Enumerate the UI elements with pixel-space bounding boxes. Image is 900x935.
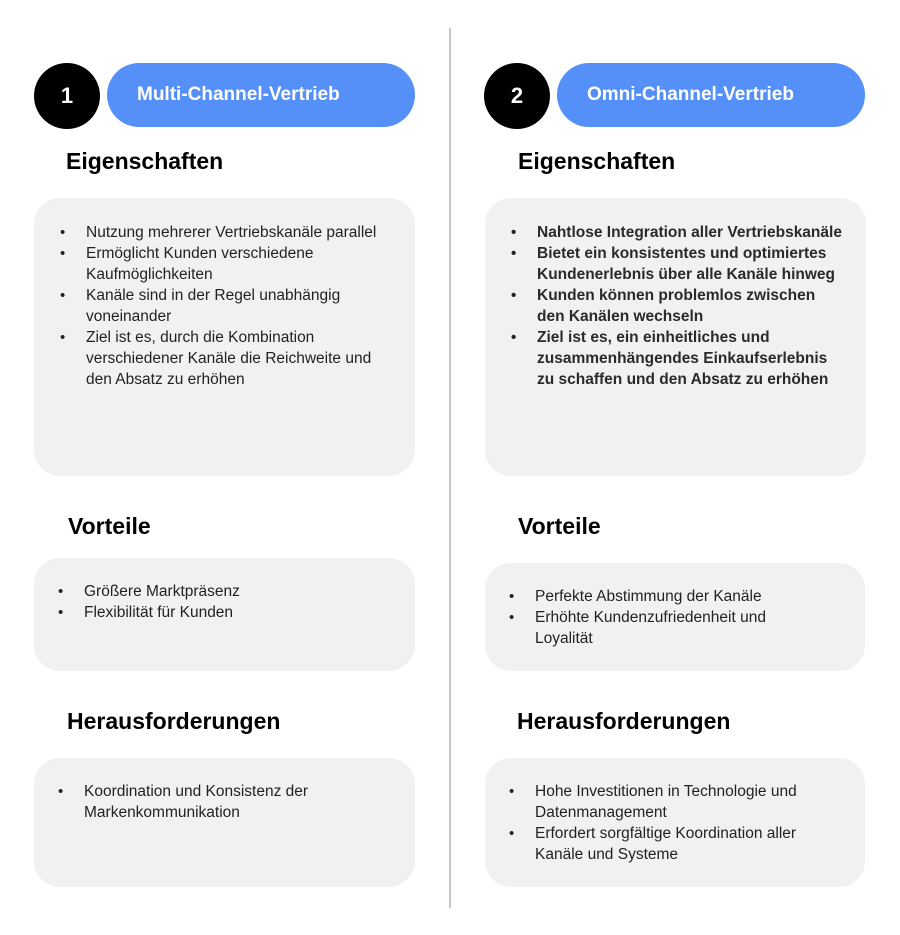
step-number-badge: 2: [484, 63, 550, 129]
list-item: • Hohe Investitionen in Technologie und Datenmanagement: [485, 781, 845, 823]
list-item: • Erfordert sorgfältige Koordination aller Kanäle und Systeme: [485, 823, 845, 865]
eigenschaften-box: [485, 198, 866, 476]
vorteile-list: [485, 586, 805, 649]
step-number-badge: 1: [34, 63, 100, 129]
list-item: • Ermöglicht Kunden verschiedene Kaufmöglichkeiten: [34, 243, 385, 285]
vorteile-box: [485, 563, 865, 671]
section-heading-herausforderungen: Herausforderungen: [67, 708, 281, 734]
eigenschaften-box: [34, 198, 415, 476]
section-heading-herausforderungen: Herausforderungen: [517, 708, 731, 734]
herausforderungen-list: [34, 781, 355, 823]
column-title-pill: Multi-Channel-Vertrieb: [107, 63, 415, 127]
list-item: • Kunden können problemlos zwischen den Kanälen wechseln: [485, 285, 846, 327]
vorteile-list: [34, 581, 385, 623]
vorteile-box: [34, 558, 415, 671]
column-multi-channel: [0, 0, 440, 935]
herausforderungen-box: [485, 758, 865, 887]
list-item: • Koordination und Konsistenz der Markenkommunikation: [34, 781, 355, 823]
column-omni-channel: [450, 0, 890, 935]
section-heading-eigenschaften: Eigenschaften: [518, 148, 676, 174]
eigenschaften-list: [34, 222, 385, 390]
list-item: • Perfekte Abstimmung der Kanäle: [485, 586, 805, 607]
list-item: • Ziel ist es, durch die Kombination verschiedener Kanäle die Reichweite und den Absatz zu erhöhen: [34, 327, 385, 390]
list-item: • Ziel ist es, ein einheitliches und zusammenhängendes Einkaufserlebnis zu schaffen und den Absatz zu erhöhen: [485, 327, 846, 390]
list-item: • Größere Marktpräsenz: [34, 581, 385, 602]
list-item: • Kanäle sind in der Regel unabhängig voneinander: [34, 285, 385, 327]
list-item: • Erhöhte Kundenzufriedenheit und Loyalität: [485, 607, 805, 649]
eigenschaften-list: [485, 222, 846, 390]
list-item: • Nutzung mehrerer Vertriebskanäle parallel: [34, 222, 385, 243]
list-item: • Flexibilität für Kunden: [34, 602, 385, 623]
herausforderungen-box: [34, 758, 415, 887]
section-heading-eigenschaften: Eigenschaften: [66, 148, 224, 174]
herausforderungen-list: [485, 781, 845, 865]
list-item: • Bietet ein konsistentes und optimiertes Kundenerlebnis über alle Kanäle hinweg: [485, 243, 846, 285]
list-item: • Nahtlose Integration aller Vertriebskanäle: [485, 222, 846, 243]
column-title-pill: Omni-Channel-Vertrieb: [557, 63, 865, 127]
section-heading-vorteile: Vorteile: [68, 513, 151, 539]
section-heading-vorteile: Vorteile: [518, 513, 601, 539]
